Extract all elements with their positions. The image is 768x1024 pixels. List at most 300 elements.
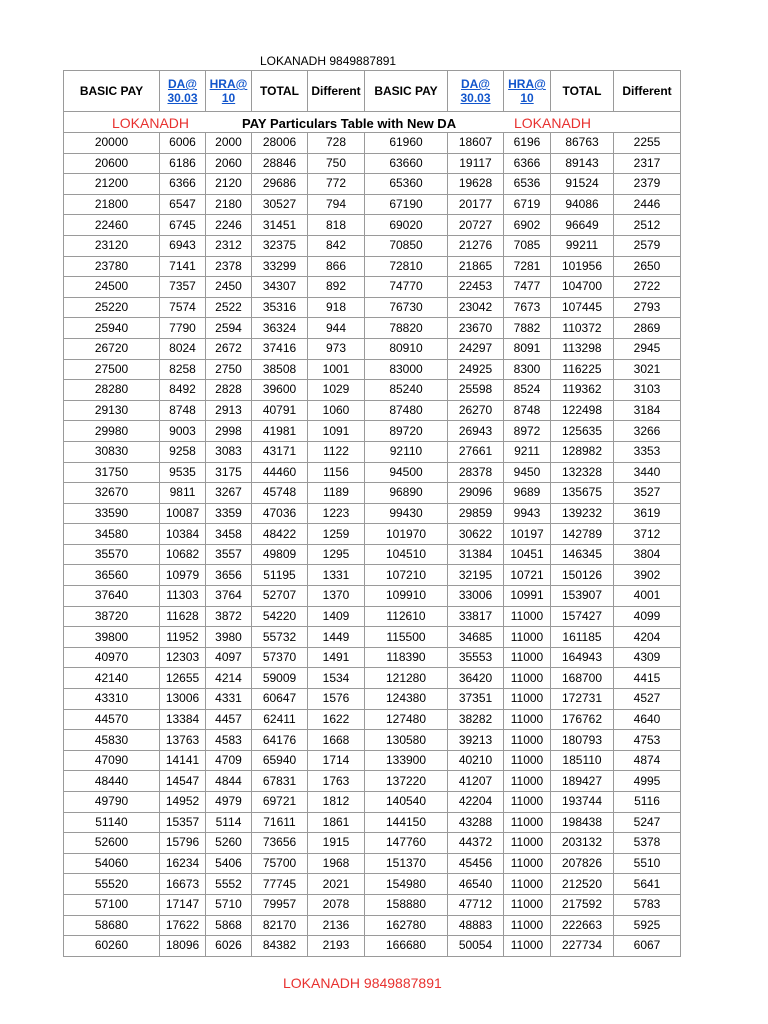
table-cell: 35570 — [64, 544, 160, 565]
table-cell: 5868 — [206, 915, 252, 936]
table-row — [64, 689, 681, 710]
table-cell: 46540 — [448, 874, 504, 895]
table-cell: 8524 — [504, 380, 551, 401]
table-cell: 49809 — [252, 544, 308, 565]
table-cell: 973 — [308, 338, 365, 359]
table-cell: 55520 — [64, 874, 160, 895]
table-cell: 4709 — [206, 750, 252, 771]
table-cell: 8748 — [504, 400, 551, 421]
table-cell: 2672 — [206, 338, 252, 359]
table-row — [64, 380, 681, 401]
table-cell: 11000 — [504, 689, 551, 710]
table-cell: 45456 — [448, 853, 504, 874]
table-cell: 70850 — [365, 235, 448, 256]
table-cell: 30527 — [252, 194, 308, 215]
table-cell: 21200 — [64, 174, 160, 195]
col-total: TOTAL — [252, 71, 308, 112]
table-cell: 115500 — [365, 627, 448, 648]
table-cell: 36324 — [252, 318, 308, 339]
table-cell: 4331 — [206, 689, 252, 710]
table-cell: 48883 — [448, 915, 504, 936]
table-row — [64, 462, 681, 483]
table-cell: 23780 — [64, 256, 160, 277]
table-row — [64, 194, 681, 215]
table-cell: 2594 — [206, 318, 252, 339]
table-cell: 21276 — [448, 235, 504, 256]
table-cell: 45830 — [64, 730, 160, 751]
table-cell: 6719 — [504, 194, 551, 215]
table-cell: 99211 — [551, 235, 614, 256]
table-cell: 2650 — [614, 256, 681, 277]
table-cell: 32670 — [64, 483, 160, 504]
table-cell: 4640 — [614, 709, 681, 730]
table-cell: 6547 — [160, 194, 206, 215]
table-row — [64, 874, 681, 895]
table-cell: 101956 — [551, 256, 614, 277]
table-cell: 227734 — [551, 936, 614, 957]
col-different: Different — [308, 71, 365, 112]
table-row — [64, 174, 681, 195]
table-cell: 11000 — [504, 853, 551, 874]
table-row — [64, 606, 681, 627]
table-cell: 1091 — [308, 421, 365, 442]
table-cell: 142789 — [551, 524, 614, 545]
table-cell: 866 — [308, 256, 365, 277]
table-cell: 43288 — [448, 812, 504, 833]
table-cell: 10721 — [504, 565, 551, 586]
table-cell: 3872 — [206, 606, 252, 627]
table-row — [64, 544, 681, 565]
table-row — [64, 915, 681, 936]
table-cell: 79957 — [252, 894, 308, 915]
table-cell: 2793 — [614, 297, 681, 318]
table-cell: 8300 — [504, 359, 551, 380]
table-cell: 3266 — [614, 421, 681, 442]
table-cell: 42204 — [448, 792, 504, 813]
table-cell: 69721 — [252, 792, 308, 813]
table-cell: 6186 — [160, 153, 206, 174]
table-cell: 47090 — [64, 750, 160, 771]
table-cell: 96890 — [365, 483, 448, 504]
table-cell: 772 — [308, 174, 365, 195]
table-cell: 38508 — [252, 359, 308, 380]
table-cell: 11000 — [504, 606, 551, 627]
table-cell: 161185 — [551, 627, 614, 648]
table-cell: 32375 — [252, 235, 308, 256]
table-cell: 5925 — [614, 915, 681, 936]
table-cell: 1491 — [308, 647, 365, 668]
table-cell: 15796 — [160, 833, 206, 854]
table-cell: 6366 — [160, 174, 206, 195]
table-cell: 4583 — [206, 730, 252, 751]
table-cell: 27661 — [448, 441, 504, 462]
table-cell: 71611 — [252, 812, 308, 833]
table-cell: 11000 — [504, 750, 551, 771]
table-cell: 14547 — [160, 771, 206, 792]
table-cell: 73656 — [252, 833, 308, 854]
table-cell: 8024 — [160, 338, 206, 359]
table-cell: 119362 — [551, 380, 614, 401]
table-cell: 28846 — [252, 153, 308, 174]
table-cell: 4527 — [614, 689, 681, 710]
table-cell: 58680 — [64, 915, 160, 936]
table-cell: 9689 — [504, 483, 551, 504]
table-cell: 34685 — [448, 627, 504, 648]
table-cell: 1622 — [308, 709, 365, 730]
table-cell: 2000 — [206, 133, 252, 154]
table-cell: 5552 — [206, 874, 252, 895]
table-row — [64, 338, 681, 359]
table-cell: 9258 — [160, 441, 206, 462]
table-row — [64, 792, 681, 813]
table-cell: 918 — [308, 297, 365, 318]
col-basic-pay: BASIC PAY — [64, 71, 160, 112]
table-cell: 40970 — [64, 647, 160, 668]
table-cell: 52600 — [64, 833, 160, 854]
table-cell: 139232 — [551, 503, 614, 524]
table-cell: 7281 — [504, 256, 551, 277]
table-cell: 37351 — [448, 689, 504, 710]
table-cell: 6902 — [504, 215, 551, 236]
col-total-2: TOTAL — [551, 71, 614, 112]
table-cell: 4204 — [614, 627, 681, 648]
table-cell: 36420 — [448, 668, 504, 689]
table-cell: 118390 — [365, 647, 448, 668]
table-cell: 2246 — [206, 215, 252, 236]
table-cell: 4099 — [614, 606, 681, 627]
table-row — [64, 833, 681, 854]
table-cell: 116225 — [551, 359, 614, 380]
table-cell: 42140 — [64, 668, 160, 689]
table-cell: 30622 — [448, 524, 504, 545]
col-hra[interactable]: HRA@ 10 — [206, 71, 252, 112]
table-cell: 158880 — [365, 894, 448, 915]
table-cell: 41207 — [448, 771, 504, 792]
table-cell: 24925 — [448, 359, 504, 380]
table-cell: 65940 — [252, 750, 308, 771]
table-cell: 12655 — [160, 668, 206, 689]
table-cell: 7790 — [160, 318, 206, 339]
table-cell: 28006 — [252, 133, 308, 154]
table-cell: 7085 — [504, 235, 551, 256]
table-cell: 24297 — [448, 338, 504, 359]
table-cell: 25940 — [64, 318, 160, 339]
table-title: PAY Particulars Table with New DA — [242, 116, 457, 131]
table-cell: 4097 — [206, 647, 252, 668]
table-cell: 133900 — [365, 750, 448, 771]
table-cell: 19628 — [448, 174, 504, 195]
table-cell: 3021 — [614, 359, 681, 380]
table-cell: 6006 — [160, 133, 206, 154]
table-cell: 193744 — [551, 792, 614, 813]
table-cell: 144150 — [365, 812, 448, 833]
table-row — [64, 565, 681, 586]
table-cell: 13763 — [160, 730, 206, 751]
table-cell: 35316 — [252, 297, 308, 318]
table-cell: 1861 — [308, 812, 365, 833]
table-cell: 57370 — [252, 647, 308, 668]
table-row — [64, 133, 681, 154]
table-cell: 24500 — [64, 277, 160, 298]
table-cell: 4995 — [614, 771, 681, 792]
table-cell: 180793 — [551, 730, 614, 751]
table-cell: 4415 — [614, 668, 681, 689]
pay-table-container — [63, 70, 680, 957]
table-cell: 728 — [308, 133, 365, 154]
table-cell: 3527 — [614, 483, 681, 504]
table-cell: 2312 — [206, 235, 252, 256]
table-cell: 12303 — [160, 647, 206, 668]
table-cell: 1122 — [308, 441, 365, 462]
table-cell: 83000 — [365, 359, 448, 380]
table-cell: 61960 — [365, 133, 448, 154]
table-cell: 64176 — [252, 730, 308, 751]
col-da[interactable]: DA@ 30.03 — [160, 71, 206, 112]
table-cell: 185110 — [551, 750, 614, 771]
table-cell: 11000 — [504, 771, 551, 792]
table-cell: 151370 — [365, 853, 448, 874]
table-cell: 60260 — [64, 936, 160, 957]
table-cell: 7477 — [504, 277, 551, 298]
table-cell: 31384 — [448, 544, 504, 565]
table-cell: 6026 — [206, 936, 252, 957]
table-cell: 11000 — [504, 812, 551, 833]
table-cell: 10991 — [504, 586, 551, 607]
table-cell: 5510 — [614, 853, 681, 874]
table-cell: 2998 — [206, 421, 252, 442]
table-cell: 52707 — [252, 586, 308, 607]
table-cell: 2579 — [614, 235, 681, 256]
table-cell: 72810 — [365, 256, 448, 277]
table-row — [64, 318, 681, 339]
table-cell: 8258 — [160, 359, 206, 380]
table-cell: 60647 — [252, 689, 308, 710]
table-cell: 189427 — [551, 771, 614, 792]
table-cell: 2945 — [614, 338, 681, 359]
table-cell: 62411 — [252, 709, 308, 730]
table-cell: 10979 — [160, 565, 206, 586]
table-cell: 51195 — [252, 565, 308, 586]
table-cell: 89143 — [551, 153, 614, 174]
table-cell: 6536 — [504, 174, 551, 195]
table-cell: 3557 — [206, 544, 252, 565]
table-cell: 16234 — [160, 853, 206, 874]
table-cell: 794 — [308, 194, 365, 215]
table-cell: 2378 — [206, 256, 252, 277]
table-cell: 67831 — [252, 771, 308, 792]
table-cell: 31750 — [64, 462, 160, 483]
table-cell: 2828 — [206, 380, 252, 401]
table-cell: 34580 — [64, 524, 160, 545]
table-cell: 94086 — [551, 194, 614, 215]
table-cell: 86763 — [551, 133, 614, 154]
table-cell: 96649 — [551, 215, 614, 236]
table-cell: 1449 — [308, 627, 365, 648]
table-cell: 32195 — [448, 565, 504, 586]
table-cell: 44460 — [252, 462, 308, 483]
table-cell: 20177 — [448, 194, 504, 215]
table-cell: 2869 — [614, 318, 681, 339]
table-cell: 8492 — [160, 380, 206, 401]
table-cell: 33006 — [448, 586, 504, 607]
table-row — [64, 586, 681, 607]
table-cell: 212520 — [551, 874, 614, 895]
table-cell: 11000 — [504, 874, 551, 895]
table-cell: 3980 — [206, 627, 252, 648]
table-cell: 36560 — [64, 565, 160, 586]
table-cell: 23670 — [448, 318, 504, 339]
table-cell: 82170 — [252, 915, 308, 936]
header-contact: LOKANADH 9849887891 — [260, 54, 397, 68]
table-cell: 23120 — [64, 235, 160, 256]
table-cell: 113298 — [551, 338, 614, 359]
table-cell: 75700 — [252, 853, 308, 874]
table-cell: 2379 — [614, 174, 681, 195]
table-row — [64, 627, 681, 648]
table-cell: 5641 — [614, 874, 681, 895]
table-cell: 107445 — [551, 297, 614, 318]
table-cell: 222663 — [551, 915, 614, 936]
table-cell: 47036 — [252, 503, 308, 524]
table-cell: 154980 — [365, 874, 448, 895]
table-cell: 2021 — [308, 874, 365, 895]
table-cell: 101970 — [365, 524, 448, 545]
table-cell: 172731 — [551, 689, 614, 710]
table-cell: 49790 — [64, 792, 160, 813]
table-cell: 87480 — [365, 400, 448, 421]
table-row — [64, 853, 681, 874]
table-cell: 40210 — [448, 750, 504, 771]
table-cell: 21865 — [448, 256, 504, 277]
table-cell: 3656 — [206, 565, 252, 586]
table-cell: 217592 — [551, 894, 614, 915]
table-cell: 11000 — [504, 709, 551, 730]
table-cell: 1409 — [308, 606, 365, 627]
table-cell: 3103 — [614, 380, 681, 401]
table-cell: 3804 — [614, 544, 681, 565]
table-cell: 8972 — [504, 421, 551, 442]
table-cell: 1763 — [308, 771, 365, 792]
table-cell: 3184 — [614, 400, 681, 421]
table-cell: 7574 — [160, 297, 206, 318]
table-cell: 11000 — [504, 627, 551, 648]
table-row — [64, 771, 681, 792]
table-cell: 30830 — [64, 441, 160, 462]
table-cell: 38282 — [448, 709, 504, 730]
table-cell: 80910 — [365, 338, 448, 359]
table-cell: 1156 — [308, 462, 365, 483]
table-cell: 892 — [308, 277, 365, 298]
table-cell: 63660 — [365, 153, 448, 174]
table-cell: 3458 — [206, 524, 252, 545]
table-cell: 11000 — [504, 833, 551, 854]
table-cell: 33590 — [64, 503, 160, 524]
table-cell: 2180 — [206, 194, 252, 215]
table-row — [64, 421, 681, 442]
table-cell: 6067 — [614, 936, 681, 957]
table-cell: 2450 — [206, 277, 252, 298]
table-cell: 1576 — [308, 689, 365, 710]
table-cell: 69020 — [365, 215, 448, 236]
table-cell: 7673 — [504, 297, 551, 318]
table-cell: 4979 — [206, 792, 252, 813]
table-cell: 41981 — [252, 421, 308, 442]
table-cell: 140540 — [365, 792, 448, 813]
table-cell: 3440 — [614, 462, 681, 483]
table-cell: 78820 — [365, 318, 448, 339]
table-row — [64, 730, 681, 751]
table-cell: 2060 — [206, 153, 252, 174]
table-cell: 5406 — [206, 853, 252, 874]
table-cell: 39800 — [64, 627, 160, 648]
table-cell: 10197 — [504, 524, 551, 545]
table-cell: 128982 — [551, 441, 614, 462]
table-cell: 11000 — [504, 936, 551, 957]
table-cell: 10087 — [160, 503, 206, 524]
table-cell: 16673 — [160, 874, 206, 895]
table-cell: 112610 — [365, 606, 448, 627]
column-header-row — [64, 71, 681, 112]
table-cell: 2913 — [206, 400, 252, 421]
table-cell: 1668 — [308, 730, 365, 751]
table-cell: 162780 — [365, 915, 448, 936]
table-cell: 15357 — [160, 812, 206, 833]
table-cell: 54060 — [64, 853, 160, 874]
table-cell: 2722 — [614, 277, 681, 298]
table-cell: 13384 — [160, 709, 206, 730]
table-cell: 3619 — [614, 503, 681, 524]
table-cell: 25598 — [448, 380, 504, 401]
col-different-2: Different — [614, 71, 681, 112]
table-cell: 1189 — [308, 483, 365, 504]
table-cell: 19117 — [448, 153, 504, 174]
table-row — [64, 647, 681, 668]
table-cell: 29130 — [64, 400, 160, 421]
table-cell: 67190 — [365, 194, 448, 215]
col-basic-pay-2: BASIC PAY — [365, 71, 448, 112]
table-cell: 48422 — [252, 524, 308, 545]
table-cell: 150126 — [551, 565, 614, 586]
table-cell: 157427 — [551, 606, 614, 627]
table-row — [64, 441, 681, 462]
table-cell: 4457 — [206, 709, 252, 730]
table-cell: 203132 — [551, 833, 614, 854]
table-row — [64, 153, 681, 174]
table-cell: 8091 — [504, 338, 551, 359]
table-cell: 124380 — [365, 689, 448, 710]
table-cell: 76730 — [365, 297, 448, 318]
table-cell: 55732 — [252, 627, 308, 648]
table-row — [64, 936, 681, 957]
table-row — [64, 235, 681, 256]
col-da-2[interactable]: DA@ 30.03 — [448, 71, 504, 112]
table-cell: 17622 — [160, 915, 206, 936]
table-cell: 4309 — [614, 647, 681, 668]
table-cell: 153907 — [551, 586, 614, 607]
col-hra-2[interactable]: HRA@ 10 — [504, 71, 551, 112]
table-cell: 11000 — [504, 647, 551, 668]
table-cell: 818 — [308, 215, 365, 236]
table-cell: 92110 — [365, 441, 448, 462]
table-cell: 2120 — [206, 174, 252, 195]
table-cell: 13006 — [160, 689, 206, 710]
brand-right: LOKANADH — [514, 115, 592, 131]
table-cell: 750 — [308, 153, 365, 174]
table-cell: 65360 — [365, 174, 448, 195]
table-cell: 11000 — [504, 668, 551, 689]
table-cell: 1259 — [308, 524, 365, 545]
table-cell: 135675 — [551, 483, 614, 504]
